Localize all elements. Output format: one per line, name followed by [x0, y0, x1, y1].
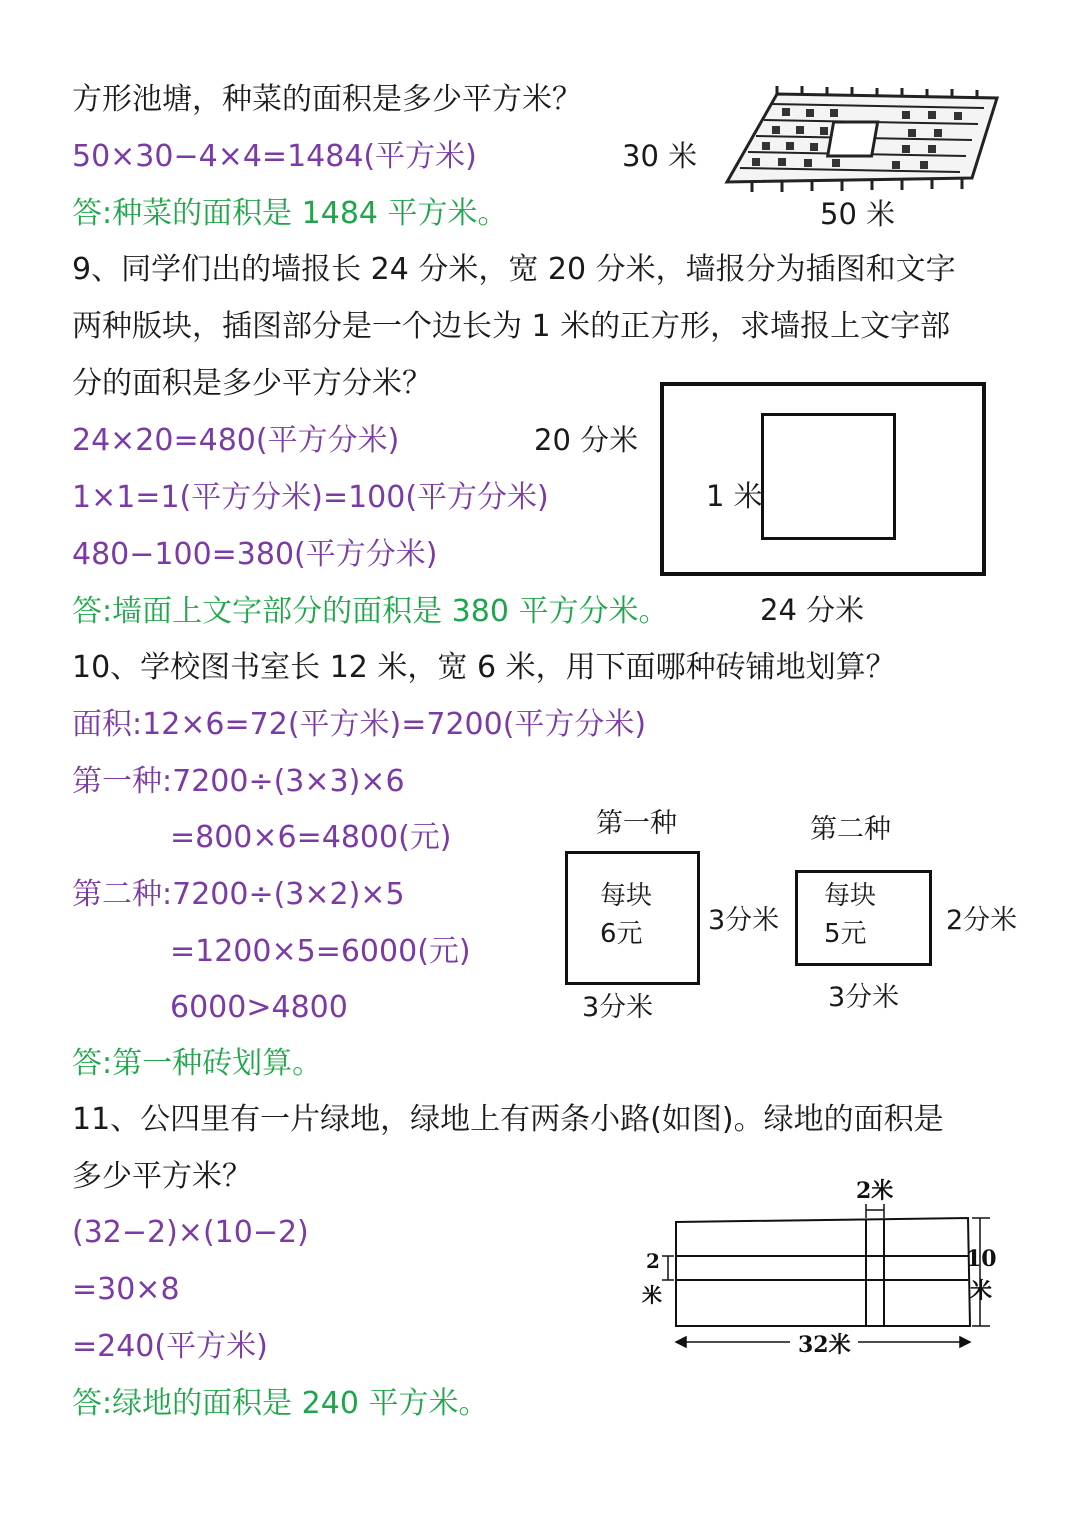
q10-compare: 6000>4800	[170, 990, 348, 1025]
q11-question-line1: 11、公四里有一片绿地，绿地上有两条小路(如图)。绿地的面积是	[72, 1102, 944, 1137]
q9-length-label: 24 分米	[760, 593, 865, 627]
q11-left-num: 2	[646, 1249, 660, 1273]
q8-width-label: 30 米	[622, 139, 698, 173]
q10-second-result: =1200×5=6000(元)	[170, 934, 471, 969]
q8-question-tail: 方形池塘，种菜的面积是多少平方米？	[72, 82, 582, 117]
q8-length-label: 50 米	[820, 197, 896, 231]
q9-answer: 答:墙面上文字部分的面积是 380 平方分米。	[72, 594, 669, 629]
q10-first: 第一种:7200÷(3×3)×6	[72, 764, 405, 799]
tile1-title: 第一种	[596, 808, 677, 839]
q11-top-label: 2米	[856, 1178, 894, 1204]
tile2-title: 第二种	[810, 814, 891, 845]
q9-step3: 480−100=380(平方分米)	[72, 537, 438, 572]
tile1-price-line1: 每块	[600, 881, 653, 911]
vegetable-field-illustration	[722, 86, 1002, 196]
q8-solution: 50×30−4×4=1484(平方米)	[72, 139, 477, 174]
tile2-price-line1: 每块	[824, 881, 877, 911]
tile2-price-line2: 5元	[824, 919, 867, 949]
q11-bottom-label: 32米	[798, 1332, 851, 1358]
q9-question-line1: 9、同学们出的墙报长 24 分米，宽 20 分米，墙报分为插图和文字	[72, 252, 956, 287]
q10-first-result: =800×6=4800(元)	[170, 820, 452, 855]
q11-answer: 答:绿地的面积是 240 平方米。	[72, 1386, 489, 1421]
tile2-bottom-label: 3分米	[828, 982, 900, 1013]
q9-question-line3: 分的面积是多少平方分米？	[72, 366, 432, 401]
wall-poster-picture-square	[761, 413, 896, 540]
q11-right-num: 10	[966, 1246, 997, 1272]
q9-width-label: 20 分米	[534, 423, 639, 457]
q9-step2: 1×1=1(平方分米)=100(平方分米)	[72, 480, 549, 515]
q10-area: 面积:12×6=72(平方米)=7200(平方分米)	[72, 707, 647, 742]
q11-step2: =30×8	[72, 1272, 180, 1307]
q11-question-line2: 多少平方米？	[72, 1159, 252, 1194]
tile1-bottom-label: 3分米	[582, 992, 654, 1023]
q11-left-unit: 米	[642, 1283, 662, 1307]
green-land-diagram	[640, 1170, 1020, 1360]
q8-answer: 答:种菜的面积是 1484 平方米。	[72, 196, 508, 231]
q10-answer: 答:第一种砖划算。	[72, 1046, 323, 1081]
tile1-price-line2: 6元	[600, 919, 643, 949]
tile2-side-label: 2分米	[946, 905, 1018, 936]
q11-right-unit: 米	[970, 1278, 993, 1304]
q11-step1: (32−2)×(10−2)	[72, 1215, 309, 1250]
q10-question: 10、学校图书室长 12 米，宽 6 米，用下面哪种砖铺地划算？	[72, 650, 896, 685]
q11-step3: =240(平方米)	[72, 1329, 268, 1364]
q10-second: 第二种:7200÷(3×2)×5	[72, 877, 405, 912]
q9-question-line2: 两种版块，插图部分是一个边长为 1 米的正方形，求墙报上文字部	[72, 309, 951, 344]
q9-inner-label: 1 米	[706, 479, 763, 513]
tile1-side-label: 3分米	[708, 905, 780, 936]
q9-step1: 24×20=480(平方分米)	[72, 423, 400, 458]
